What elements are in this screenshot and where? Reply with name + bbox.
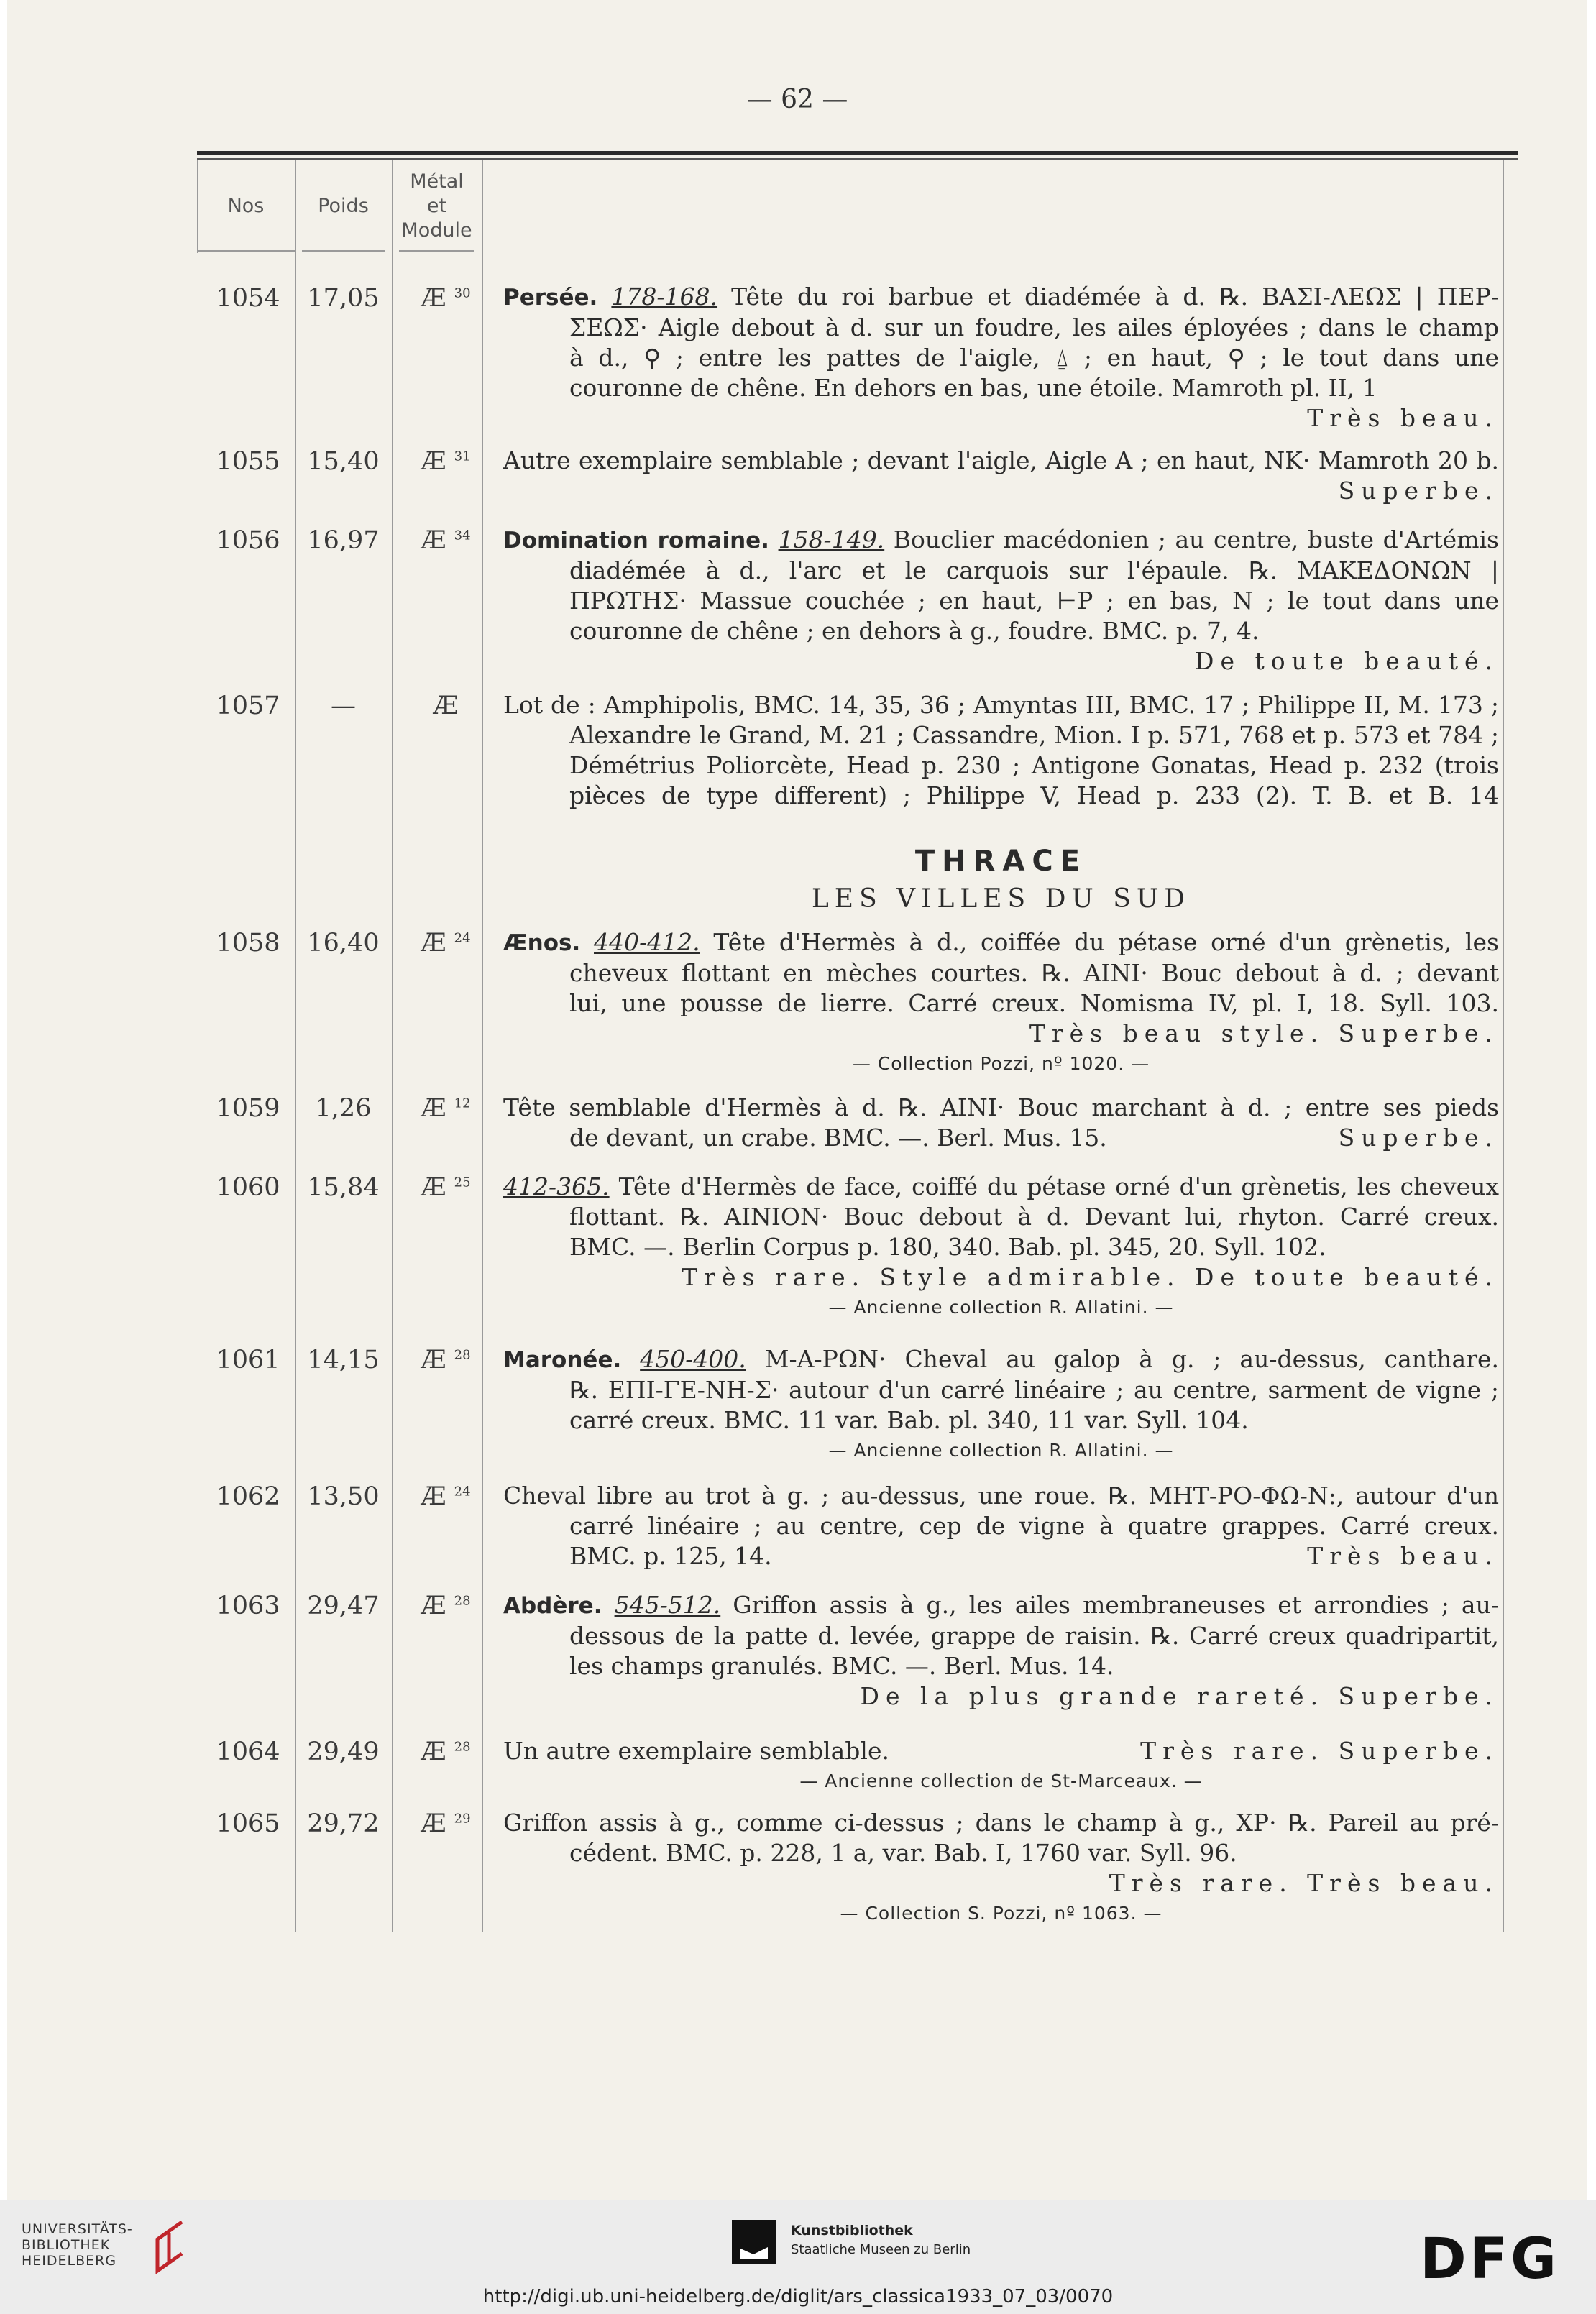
lot-description: Un autre exemplaire semblable. Très rare. Superbe. — Ancienne collection de St-Marceaux. — [503,1736,1499,1796]
lot-weight: 16,97 [307,526,380,555]
lot-weight: 29,47 [307,1592,380,1620]
lot-metal: Æ $^{24}$ [421,1482,471,1511]
lot-number: 1063 [216,1592,280,1620]
column-divider [392,160,393,1932]
lot-provenance: — Ancienne collection R. Allatini. — [828,1440,1174,1461]
lot-description: Domination romaine. 158-149. Bouclier macédonien ; au centre, buste d'Artémis diadémée à d., l'arc et le carquois sur l'épaule. ℞. ΜΑΚΕΔΟΝΩΝ | ΠΡΩΤΗΣ· Massue couchée ; en haut, ⊢Ρ ; en bas, Ν ; le tout dans une couronne de chêne ; en dehors à g., foudre. BMC. p. 7, 4. De toute beauté. [503,525,1499,675]
header-rule [399,250,474,252]
header-metal-module: Métal et Module [401,170,472,242]
section-title: THRACE [914,845,1088,878]
column-divider [295,160,296,1932]
lot-number: 1058 [216,929,280,958]
lot-weight: 15,84 [307,1173,380,1202]
lot-number: 1056 [216,526,280,555]
kunstbibliothek-logo-icon [732,2220,776,2264]
lot-weight: 13,50 [307,1482,380,1511]
lot-weight: 1,26 [315,1094,372,1123]
lot-provenance: — Collection Pozzi, nº 1020. — [852,1053,1150,1074]
ub-heidelberg-logo-icon [147,2218,191,2275]
lot-description: Cheval libre au trot à g. ; au-dessus, une roue. ℞. ΜΗΤ-ΡΟ-ΦΩ-Ν:, autour d'un carré linéaire ; au centre, cep de vigne à quatre grappes. Carré creux. BMC. p. 125, 14. Très beau. [503,1482,1499,1570]
lot-metal: Æ $^{28}$ [421,1346,471,1374]
lot-description: Ænos. 440-412. Tête d'Hermès à d., coiffée du pétase orné d'un grènetis, les cheveux flottant en mèches courtes. ℞. ΑΙΝΙ· Bouc debout à d. ; devant lui, une pousse de lierre. Carré creux. Nomisma IV, pl. I, 18. Syll. 103. Très beau style. Superbe. — Collection Pozzi, nº 1020. — [503,927,1499,1079]
lot-metal: Æ $^{24}$ [421,929,471,958]
lot-metal: Æ [433,692,459,720]
lot-grade: Superbe. [1338,1124,1499,1152]
lot-description: Maronée. 450-400. Μ-Α-ΡΩΝ· Cheval au galop à g. ; au-dessus, canthare. ℞. ΕΠΙ-ΓΕ-ΝΗ-Σ· autour d'un carré linéaire ; au centre, sarment de vigne ; carré creux. BMC. 11 var. Bab. pl. 340, 11 var. Syll. 104. — Ancienne collection R. Allatini. — [503,1344,1499,1466]
page-number: — 62 — [746,85,848,114]
header-poids: Poids [318,195,369,217]
lot-number: 1061 [216,1346,280,1374]
header-nos: Nos [227,195,265,217]
lot-metal: Æ $^{12}$ [421,1094,471,1123]
lot-grade: De toute beauté. [1194,647,1499,675]
lot-number: 1057 [216,692,280,720]
column-divider [482,160,483,1932]
column-divider [1503,160,1504,1932]
header-rule [302,250,385,252]
table-top-rule [197,151,1518,155]
lot-weight: 14,15 [307,1346,380,1374]
lot-metal: Æ $^{34}$ [421,526,471,555]
kunstbibliothek-label: Kunstbibliothek Staatliche Museen zu Berlin [791,2223,971,2257]
lot-number: 1065 [216,1809,280,1838]
lot-weight: 15,40 [307,447,380,476]
lot-number: 1059 [216,1094,280,1123]
lot-metal: Æ $^{31}$ [421,447,471,476]
lot-grade: Très rare. Très beau. [1109,1869,1499,1897]
lot-description: Persée. 178-168. Tête du roi barbue et diadémée à d. ℞. ΒΑΣΙ-ΛΕΩΣ | ΠΕΡ- ΣΕΩΣ· Aigle debout à d. sur un foudre, les ailes éployées ; dans le champ à d., ⚲ ; entre les pattes de l'aigle, ⍙ ; en haut, ⚲ ; le tout dans une couronne de chêne. En dehors en bas, une étoile. Mamroth pl. II, 1 Très beau. [503,283,1499,432]
lot-grade: Très beau. [1307,404,1499,432]
lot-grade: Très rare. Superbe. [1140,1737,1499,1765]
lot-provenance: — Ancienne collection de St-Marceaux. — [799,1771,1203,1791]
section-subtitle: LES VILLES DU SUD [811,884,1191,914]
lot-description: Abdère. 545-512. Griffon assis à g., les ailes membraneuses et arrondies ; au- dessous de la patte d. levée, grappe de raisin. ℞. Carré creux quadripartit, les champs granulés. BMC. —. Berl. Mus. 14. De la plus grande rareté. Superbe. [503,1591,1499,1710]
lot-metal: Æ $^{30}$ [421,284,471,313]
lot-metal: Æ $^{28}$ [421,1737,471,1766]
lot-weight: 16,40 [307,929,380,958]
lot-provenance: — Collection S. Pozzi, nº 1063. — [840,1903,1162,1924]
lot-number: 1064 [216,1737,280,1766]
header-rule [197,250,295,252]
lot-grade: Superbe. [1338,477,1499,505]
lot-grade: Très beau style. Superbe. [1029,1019,1499,1047]
lot-description: Griffon assis à g., comme ci-dessus ; dans le champ à g., ΧΡ· ℞. Pareil au pré- cédent. BMC. p. 228, 1 a, var. Bab. I, 1760 var. Syll. 96. Très rare. Très beau. — Collection S. Pozzi, nº 1063. — [503,1808,1499,1929]
lot-description: Lot de : Amphipolis, BMC. 14, 35, 36 ; Amyntas III, BMC. 17 ; Philippe II, M. 173 ; Alexandre le Grand, M. 21 ; Cassandre, Mion. I p. 571, 768 et p. 573 et 784 ; Démétrius Poliorcète, Head p. 230 ; Antigone Gonatas, Head p. 232 (trois pièces de type different) ; Philippe V, Head p. 233 (2). T. B. et B. 14 [503,691,1499,809]
lot-number: 1062 [216,1482,280,1511]
lot-weight: 29,72 [307,1809,380,1838]
lot-grade: Très rare. Style admirable. De toute beauté. [682,1263,1499,1291]
university-library-label: UNIVERSITÄTS- BIBLIOTHEK HEIDELBERG [22,2221,133,2269]
lot-grade: Très beau. [1307,1542,1499,1570]
lot-metal: Æ $^{28}$ [421,1592,471,1620]
lot-weight: 17,05 [307,284,380,313]
lot-grade: De la plus grande rareté. Superbe. [860,1682,1499,1710]
lot-description: 412-365. Tête d'Hermès de face, coiffé du pétase orné d'un grènetis, les cheveux flottant. ℞. ΑΙΝΙΟΝ· Bouc debout à d. Devant lui, rhyton. Carré creux. BMC. —. Berlin Corpus p. 180, 340. Bab. pl. 345, 20. Syll. 102. Très rare. Style admirable. De toute beauté. — Ancienne collection R. Allatini. — [503,1172,1499,1323]
lot-weight: 29,49 [307,1737,380,1766]
catalog-page [7,0,1587,2200]
lot-metal: Æ $^{29}$ [421,1809,471,1838]
lot-provenance: — Ancienne collection R. Allatini. — [828,1297,1174,1318]
lot-weight: — [331,692,356,720]
lot-metal: Æ $^{25}$ [421,1173,471,1202]
dfg-logo: DFG [1420,2227,1560,2292]
lot-number: 1055 [216,447,280,476]
lot-description: Autre exemplaire semblable ; devant l'aigle, Aigle Α ; en haut, ΝΚ· Mamroth 20 b. Superbe. [503,446,1499,505]
table-top-rule-thin [197,158,1518,160]
lot-description: Tête semblable d'Hermès à d. ℞. ΑΙΝΙ· Bouc marchant à d. ; entre ses pieds de devant, un crabe. BMC. —. Berl. Mus. 15. Superbe. [503,1093,1499,1152]
lot-number: 1060 [216,1173,280,1202]
lot-number: 1054 [216,284,280,313]
source-url[interactable]: http://digi.ub.uni-heidelberg.de/diglit/ars_classica1933_07_03/0070 [482,2286,1114,2308]
